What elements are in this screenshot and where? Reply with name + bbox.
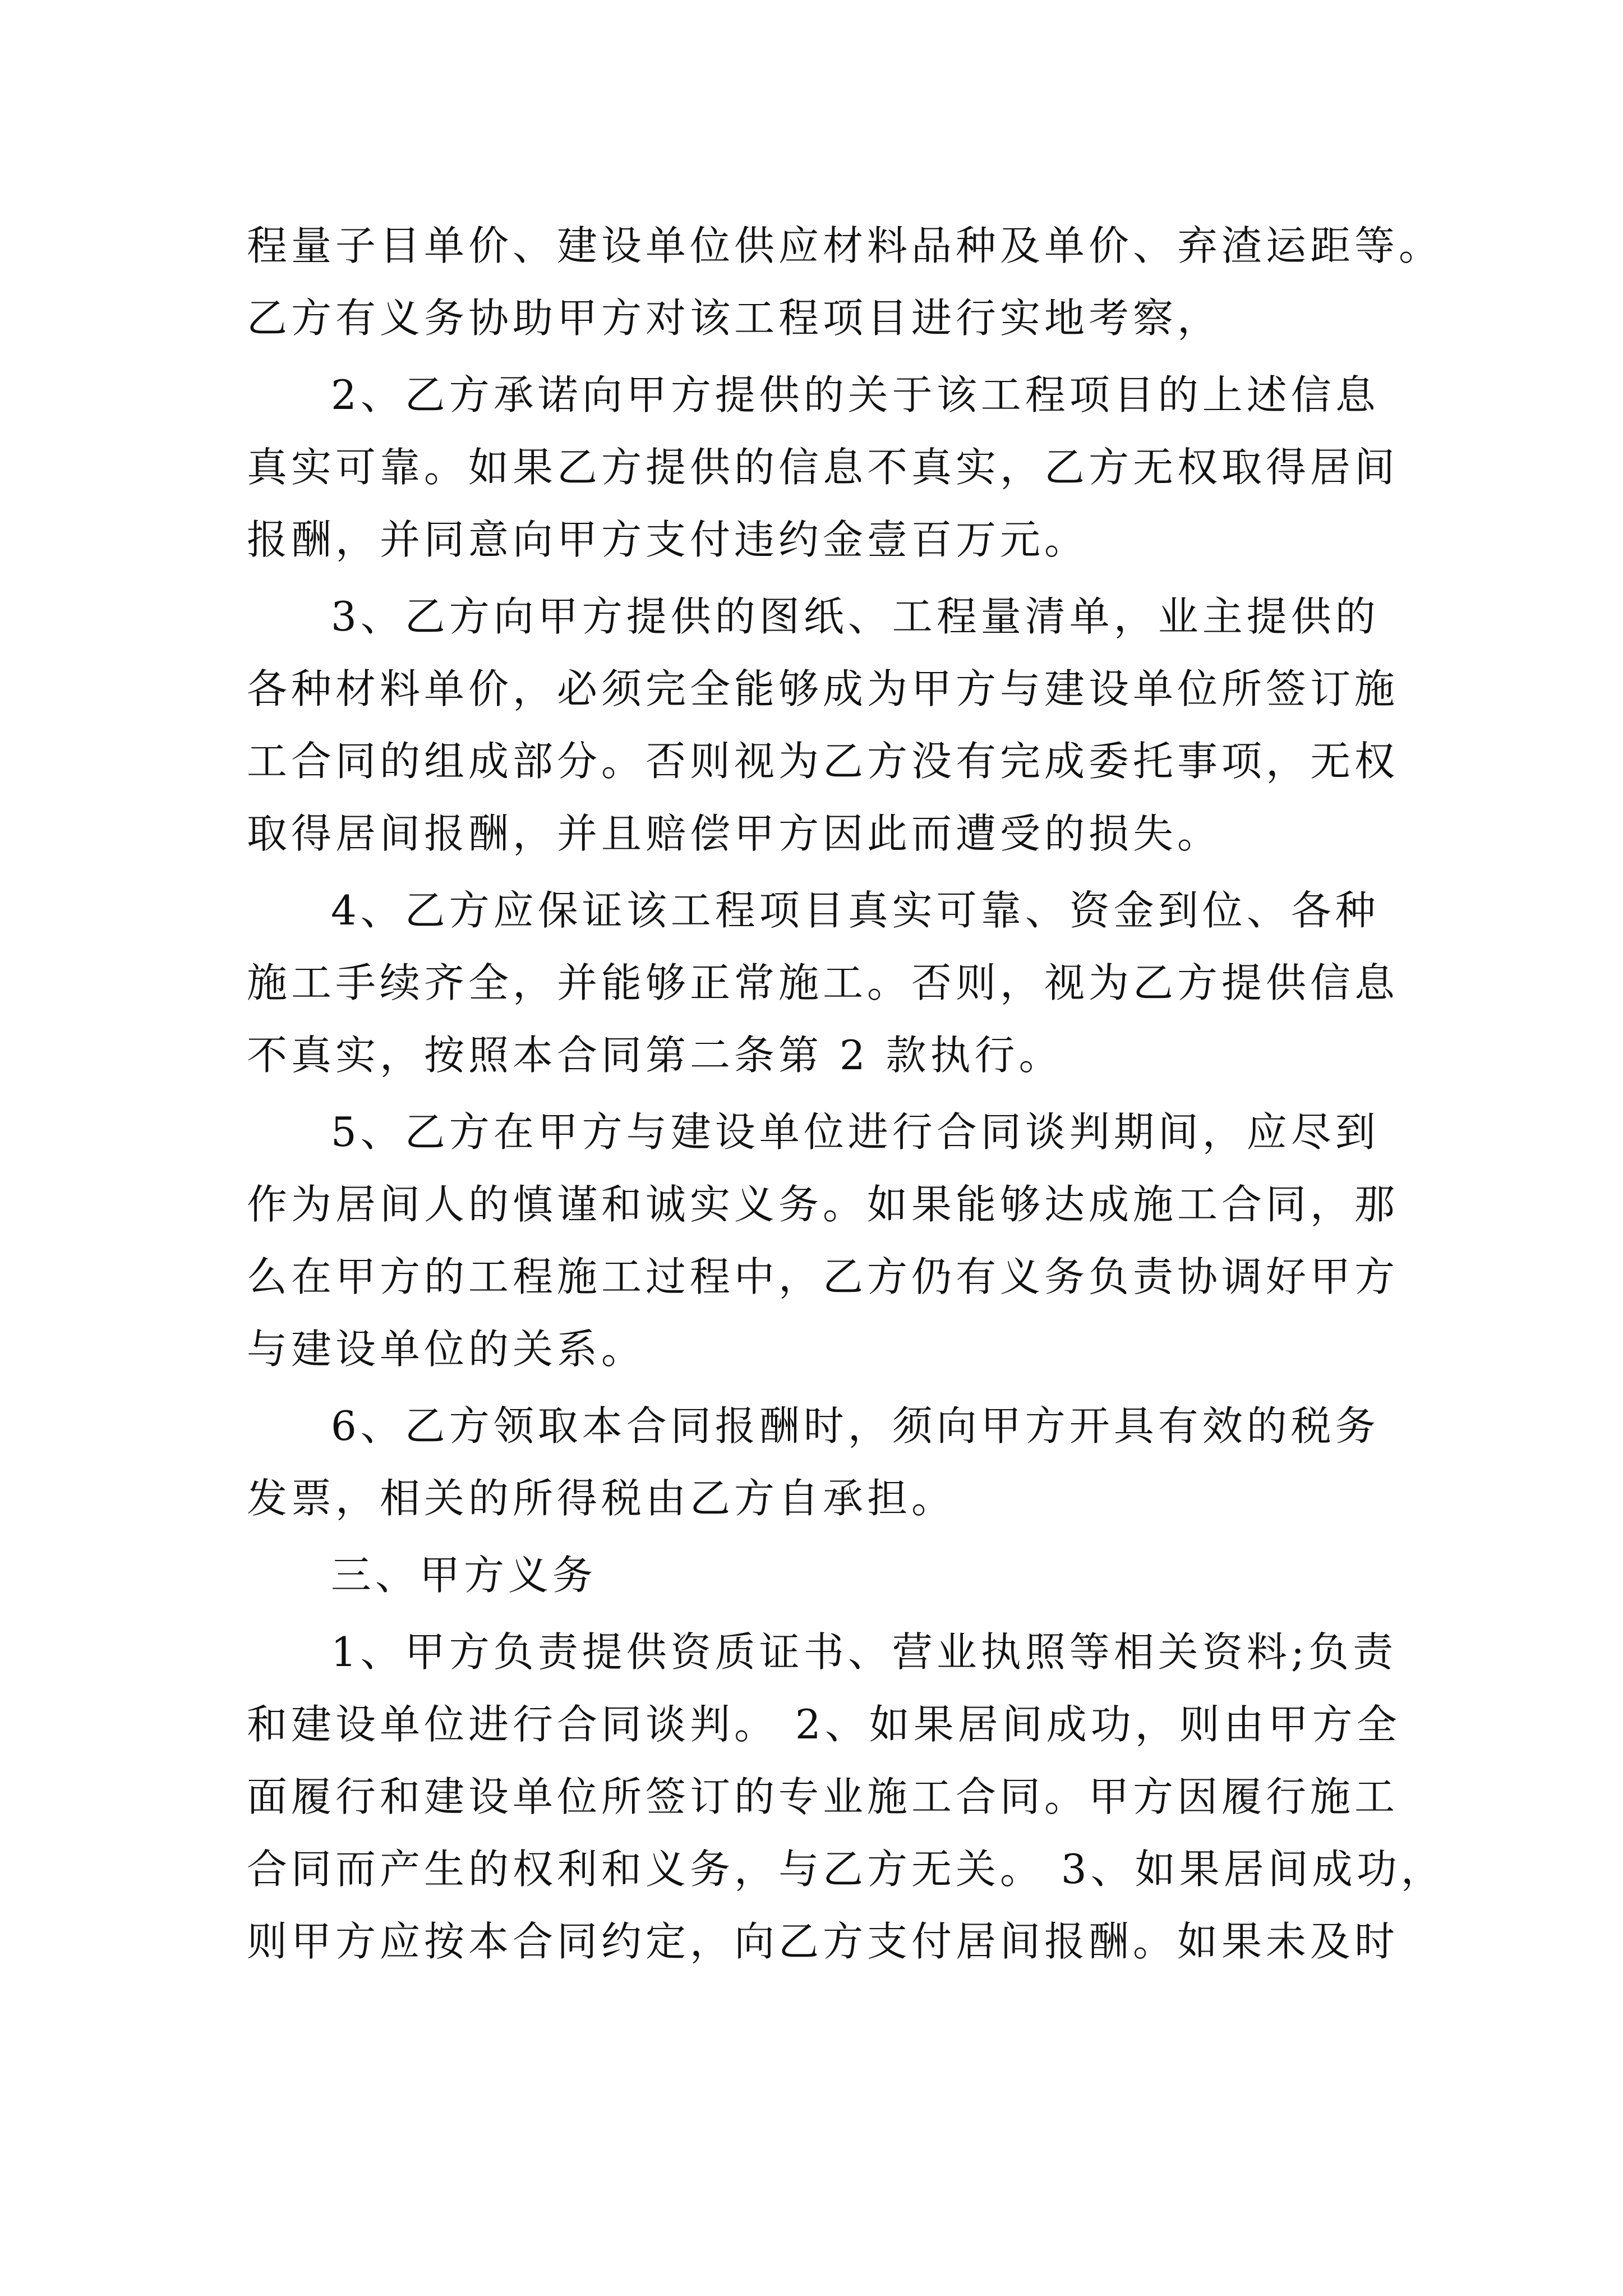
body-line: 程量子目单价、建设单位供应材料品种及单价、弃渣运距等。: [247, 222, 1444, 269]
body-line: 与建设单位的关系。: [247, 1326, 646, 1373]
body-line: 合同而产生的权利和义务，与乙方无关。 3、如果居间成功，: [247, 1846, 1445, 1893]
clause-5-start: 5、乙方在甲方与建设单位进行合同谈判期间，应尽到: [331, 1108, 1380, 1156]
clause-2-start: 2、乙方承诺向甲方提供的关于该工程项目的上述信息: [331, 371, 1380, 418]
section-3-clause-1-start: 1、甲方负责提供资质证书、营业执照等相关资料;负责: [331, 1628, 1398, 1676]
clause-6-start: 6、乙方领取本合同报酬时，须向甲方开具有效的税务: [331, 1402, 1380, 1450]
body-line: 作为居间人的慎谨和诚实义务。如果能够达成施工合同，那: [247, 1181, 1399, 1228]
body-line: 和建设单位进行合同谈判。 2、如果居间成功，则由甲方全: [247, 1701, 1401, 1748]
body-line: 不真实，按照本合同第二条第 2 款执行。: [247, 1032, 1063, 1079]
body-line: 各种材料单价，必须完全能够成为甲方与建设单位所签订施: [247, 665, 1399, 712]
body-line: 施工手续齐全，并能够正常施工。否则，视为乙方提供信息: [247, 959, 1399, 1006]
body-line: 取得居间报酬，并且赔偿甲方因此而遭受的损失。: [247, 810, 1222, 857]
body-line: 发票，相关的所得税由乙方自承担。: [247, 1475, 956, 1522]
body-line: 则甲方应按本合同约定，向乙方支付居间报酬。如果未及时: [247, 1918, 1399, 1965]
clause-3-start: 3、乙方向甲方提供的图纸、工程量清单，业主提供的: [331, 593, 1380, 640]
body-line: 真实可靠。如果乙方提供的信息不真实，乙方无权取得居间: [247, 444, 1399, 491]
body-line: 报酬，并同意向甲方支付违约金壹百万元。: [247, 516, 1089, 563]
clause-4-start: 4、乙方应保证该工程项目真实可靠、资金到位、各种: [331, 887, 1380, 934]
body-line: 工合同的组成部分。否则视为乙方没有完成委托事项，无权: [247, 738, 1399, 785]
body-line: 么在甲方的工程施工过程中，乙方仍有义务负责协调好甲方: [247, 1253, 1399, 1300]
section-heading: 三、甲方义务: [331, 1552, 597, 1599]
body-line: 面履行和建设单位所签订的专业施工合同。甲方因履行施工: [247, 1773, 1399, 1820]
body-line: 乙方有义务协助甲方对该工程项目进行实地考察，: [247, 295, 1222, 342]
